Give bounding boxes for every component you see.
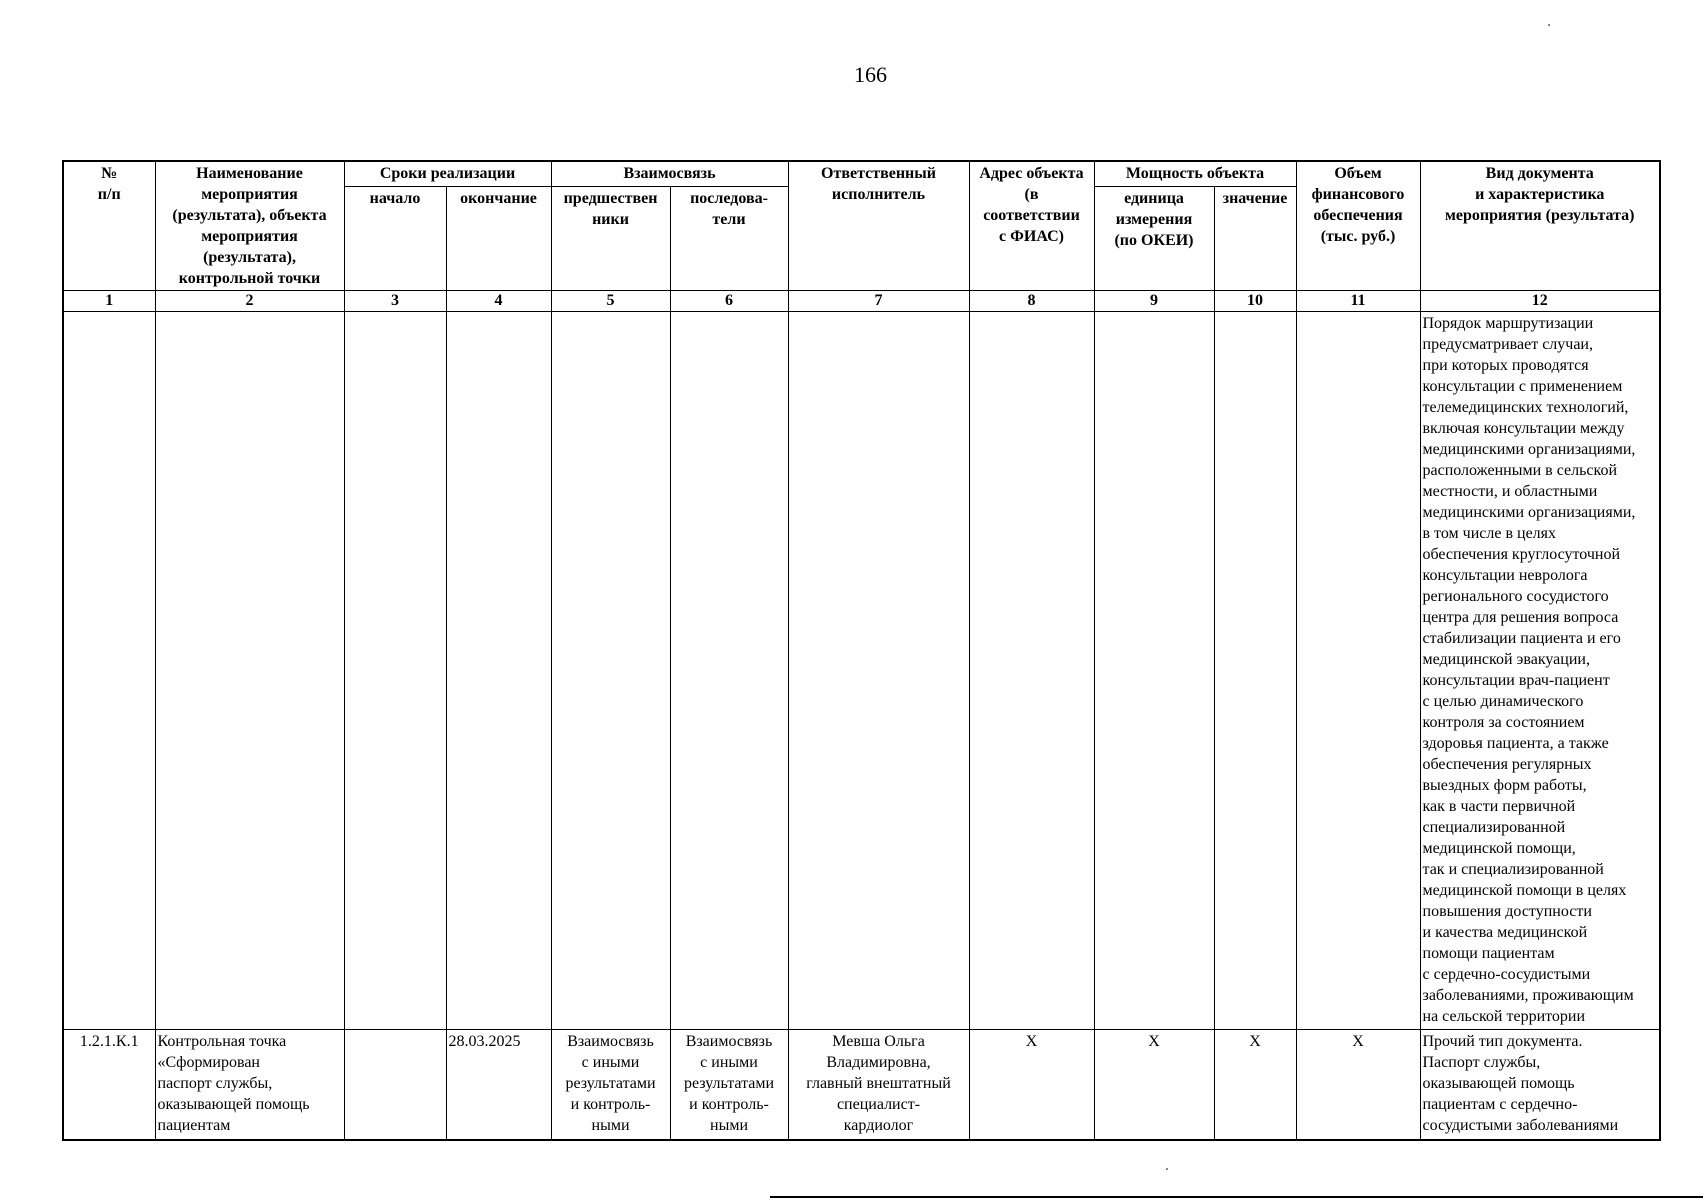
column-number: 5 xyxy=(551,291,670,312)
empty-cell xyxy=(1296,312,1420,1030)
column-number: 4 xyxy=(446,291,551,312)
table-row xyxy=(63,1030,1660,1140)
header-address: Адрес объекта (в соответствии с ФИАС) xyxy=(969,161,1094,291)
empty-cell xyxy=(670,312,788,1030)
empty-cell xyxy=(969,312,1094,1030)
header-relation: Взаимосвязь xyxy=(551,161,788,186)
checkpoint-end-date: 28.03.2025 xyxy=(446,1030,551,1140)
header-num: № п/п xyxy=(63,161,155,291)
header-doc-type: Вид документа и характеристика мероприятия (результата) xyxy=(1420,161,1660,291)
routing-description: Порядок маршрутизации предусматривает случаи, при которых проводятся консультации с применением телемедицинских технологий, включая консультации между медицинскими организациями, расположенными в сельской местности, и областными медицинскими организациями, в том числе в целях обеспечения круглосуточной консультации невролога регионального сосудистого центра для решения вопроса стабилизации пациента и его медицинской эвакуации, консультации врач-пациент с целью динамического контроля за состоянием здоровья пациента, а также обеспечения регулярных выездных форм работы, как в части первичной специализированной медицинской помощи, так и специализированной медицинской помощи в целях повышения доступности и качества медицинской помощи пациентам с сердечно-сосудистыми заболеваниями, проживающим на сельской территории xyxy=(1420,312,1660,1030)
header-unit: единица измерения (по ОКЕИ) xyxy=(1094,186,1214,290)
column-number: 9 xyxy=(1094,291,1214,312)
table-row xyxy=(63,312,1660,1030)
checkpoint-successors: Взаимосвязь с иными результатами и контроль- ными xyxy=(670,1030,788,1140)
scan-speck xyxy=(1548,24,1550,26)
header-terms: Сроки реализации xyxy=(344,161,551,186)
column-number: 1 xyxy=(63,291,155,312)
header-start: начало xyxy=(344,186,446,290)
column-number: 3 xyxy=(344,291,446,312)
header-end: окончание xyxy=(446,186,551,290)
column-number: 7 xyxy=(788,291,969,312)
checkpoint-funding: Х xyxy=(1296,1030,1420,1140)
checkpoint-responsible: Мевша Ольга Владимировна, главный внештатный специалист- кардиолог xyxy=(788,1030,969,1140)
empty-cell xyxy=(1214,312,1296,1030)
checkpoint-address: Х xyxy=(969,1030,1094,1140)
checkpoint-unit: Х xyxy=(1094,1030,1214,1140)
empty-cell xyxy=(155,312,344,1030)
checkpoint-start xyxy=(344,1030,446,1140)
events-table xyxy=(62,160,1661,1141)
column-number: 12 xyxy=(1420,291,1660,312)
header-name: Наименование мероприятия (результата), объекта мероприятия (результата), контрольной точки xyxy=(155,161,344,291)
column-number: 11 xyxy=(1296,291,1420,312)
empty-cell xyxy=(1094,312,1214,1030)
column-number: 10 xyxy=(1214,291,1296,312)
scan-edge-line xyxy=(770,1196,1703,1198)
header-value: значение xyxy=(1214,186,1296,290)
checkpoint-predecessors: Взаимосвязь с иными результатами и контроль- ными xyxy=(551,1030,670,1140)
column-number: 6 xyxy=(670,291,788,312)
header-responsible: Ответственный исполнитель xyxy=(788,161,969,291)
checkpoint-doc-description: Прочий тип документа. Паспорт службы, оказывающей помощь пациентам с сердечно- сосудистыми заболеваниями xyxy=(1420,1030,1660,1140)
empty-cell xyxy=(788,312,969,1030)
empty-cell xyxy=(344,312,446,1030)
checkpoint-value: Х xyxy=(1214,1030,1296,1140)
column-number: 2 xyxy=(155,291,344,312)
column-number: 8 xyxy=(969,291,1094,312)
header-funding: Объем финансового обеспечения (тыс. руб.) xyxy=(1296,161,1420,291)
checkpoint-number: 1.2.1.К.1 xyxy=(63,1030,155,1140)
page-number: 166 xyxy=(854,62,887,87)
header-successors: последова- тели xyxy=(670,186,788,290)
empty-cell xyxy=(63,312,155,1030)
header-capacity: Мощность объекта xyxy=(1094,161,1296,186)
header-predecessors: предшествен ники xyxy=(551,186,670,290)
empty-cell xyxy=(446,312,551,1030)
checkpoint-name: Контрольная точка «Сформирован паспорт службы, оказывающей помощь пациентам xyxy=(155,1030,344,1140)
empty-cell xyxy=(551,312,670,1030)
scan-speck xyxy=(1166,1168,1168,1170)
